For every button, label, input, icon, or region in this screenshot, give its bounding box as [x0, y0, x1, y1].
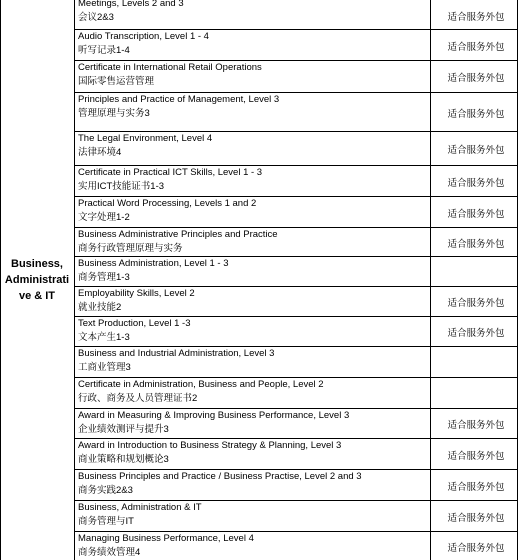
course-name-cell — [78, 287, 428, 315]
table-row — [74, 316, 518, 346]
row-divider — [74, 377, 518, 378]
outsourcing-status-cell: 适合服务外包 — [447, 328, 505, 339]
course-name-cell — [78, 501, 428, 529]
row-divider — [74, 256, 518, 257]
course-name-en: Award in Measuring & Improving Business Performance, Level 3 — [78, 410, 350, 421]
row-divider — [74, 531, 518, 532]
table-row — [74, 256, 518, 286]
row-divider — [74, 227, 518, 228]
table-row — [74, 131, 518, 165]
table-row — [74, 29, 518, 60]
outsourcing-status-cell: 适合服务外包 — [447, 482, 505, 493]
course-name-cn: 商务实践2&3 — [78, 485, 133, 496]
outsourcing-status-cell: 适合服务外包 — [447, 513, 505, 524]
course-name-cell — [78, 317, 428, 345]
table-row — [74, 438, 518, 469]
course-name-en: Principles and Practice of Management, Level 3 — [78, 94, 280, 105]
course-name-cn: 商务绩效管理4 — [78, 547, 141, 558]
table-row — [74, 60, 518, 92]
table-row — [74, 227, 518, 256]
row-divider — [74, 346, 518, 347]
outsourcing-status-cell: 适合服务外包 — [447, 209, 505, 220]
table-row — [74, 500, 518, 531]
course-name-en: Meetings, Levels 2 and 3 — [78, 0, 184, 9]
table-row — [74, 286, 518, 316]
course-name-cell — [78, 470, 428, 498]
course-name-cn: 实用ICT技能证书1-3 — [78, 181, 165, 192]
course-name-cn: 管理原理与实务3 — [78, 108, 150, 119]
outsourcing-status-cell: 适合服务外包 — [447, 178, 505, 189]
course-name-cn: 文本产生1-3 — [78, 332, 130, 343]
course-name-cell — [78, 166, 428, 194]
course-name-cell — [78, 197, 428, 225]
row-divider — [74, 286, 518, 287]
course-name-en: Text Production, Level 1 -3 — [78, 318, 191, 329]
course-name-cn: 会议2&3 — [78, 12, 114, 23]
table-row — [74, 531, 518, 560]
course-name-cn: 行政、商务及人员管理证书2 — [78, 393, 198, 404]
course-name-cn: 商业策略和规划概论3 — [78, 454, 169, 465]
course-name-cn: 商务管理1-3 — [78, 272, 130, 283]
outsourcing-status-cell: 适合服务外包 — [447, 73, 505, 84]
course-name-cn: 听写记录1-4 — [78, 45, 130, 56]
course-name-cn: 法律环境4 — [78, 147, 122, 158]
course-name-en: Business, Administration & IT — [78, 502, 202, 513]
row-divider — [74, 196, 518, 197]
course-name-en: Employability Skills, Level 2 — [78, 288, 195, 299]
category-line: Business, — [11, 258, 63, 270]
course-name-cn: 企业绩效测评与提升3 — [78, 424, 169, 435]
course-name-cell — [78, 30, 428, 58]
table-row — [74, 408, 518, 438]
course-name-cell — [78, 532, 428, 560]
row-divider — [74, 60, 518, 61]
course-name-cn: 商务管理与IT — [78, 516, 134, 527]
outsourcing-status-cell: 适合服务外包 — [447, 109, 505, 120]
course-name-cn: 就业技能2 — [78, 302, 122, 313]
course-name-cell — [78, 378, 428, 406]
course-name-en: Business Administrative Principles and Practice — [78, 229, 278, 240]
course-name-en: Business Administration, Level 1 - 3 — [78, 258, 229, 269]
row-divider — [74, 438, 518, 439]
course-name-en: Business Principles and Practice / Business Practise, Level 2 and 3 — [78, 471, 362, 482]
row-divider — [74, 131, 518, 132]
course-name-cn: 工商业管理3 — [78, 362, 131, 373]
course-name-en: Business and Industrial Administration, Level 3 — [78, 348, 275, 359]
outsourcing-status-cell: 适合服务外包 — [447, 451, 505, 462]
course-name-cell — [78, 228, 428, 256]
course-name-cell — [78, 93, 428, 121]
course-name-cell — [78, 61, 428, 89]
course-name-en: Practical Word Processing, Levels 1 and 2 — [78, 198, 257, 209]
row-divider — [74, 408, 518, 409]
row-divider — [74, 165, 518, 166]
table-row — [74, 377, 518, 408]
outsourcing-status-cell: 适合服务外包 — [447, 420, 505, 431]
row-divider — [74, 500, 518, 501]
row-divider — [74, 469, 518, 470]
course-name-cell — [78, 0, 428, 25]
outsourcing-status-cell: 适合服务外包 — [447, 42, 505, 53]
table-row — [74, 92, 518, 131]
table-row — [74, 165, 518, 196]
course-name-cell — [78, 409, 428, 437]
course-name-cn: 商务行政管理原理与实务 — [78, 243, 183, 254]
outsourcing-status-cell: 适合服务外包 — [447, 145, 505, 156]
course-name-cell — [78, 132, 428, 160]
course-name-cell — [78, 347, 428, 375]
course-name-en: Certificate in Practical ICT Skills, Level 1 - 3 — [78, 167, 263, 178]
course-name-en: Audio Transcription, Level 1 - 4 — [78, 31, 209, 42]
category-cell — [2, 256, 72, 304]
row-divider — [74, 316, 518, 317]
course-name-en: Award in Introduction to Business Strategy & Planning, Level 3 — [78, 440, 342, 451]
table-row — [74, 469, 518, 500]
course-name-cn: 国际零售运营管理 — [78, 76, 155, 87]
course-name-cell — [78, 257, 428, 285]
course-name-en: Certificate in International Retail Operations — [78, 62, 262, 73]
outsourcing-status-cell: 适合服务外包 — [447, 239, 505, 250]
row-divider — [74, 29, 518, 30]
category-line: ve & IT — [18, 290, 56, 302]
outsourcing-status-cell: 适合服务外包 — [447, 298, 505, 309]
table-row — [74, 346, 518, 377]
course-name-en: The Legal Environment, Level 4 — [78, 133, 213, 144]
table-row — [74, 196, 518, 227]
course-name-en: Managing Business Performance, Level 4 — [78, 533, 254, 544]
course-name-en: Certificate in Administration, Business and People, Level 2 — [78, 379, 324, 390]
course-name-cn: 文字处理1-2 — [78, 212, 130, 223]
category-line: Administrati — [4, 274, 70, 286]
course-name-cell — [78, 439, 428, 467]
row-divider — [74, 92, 518, 93]
table-border-left — [0, 0, 1, 560]
table-row — [74, 0, 518, 29]
outsourcing-status-cell: 适合服务外包 — [447, 543, 505, 554]
outsourcing-status-cell: 适合服务外包 — [447, 12, 505, 23]
